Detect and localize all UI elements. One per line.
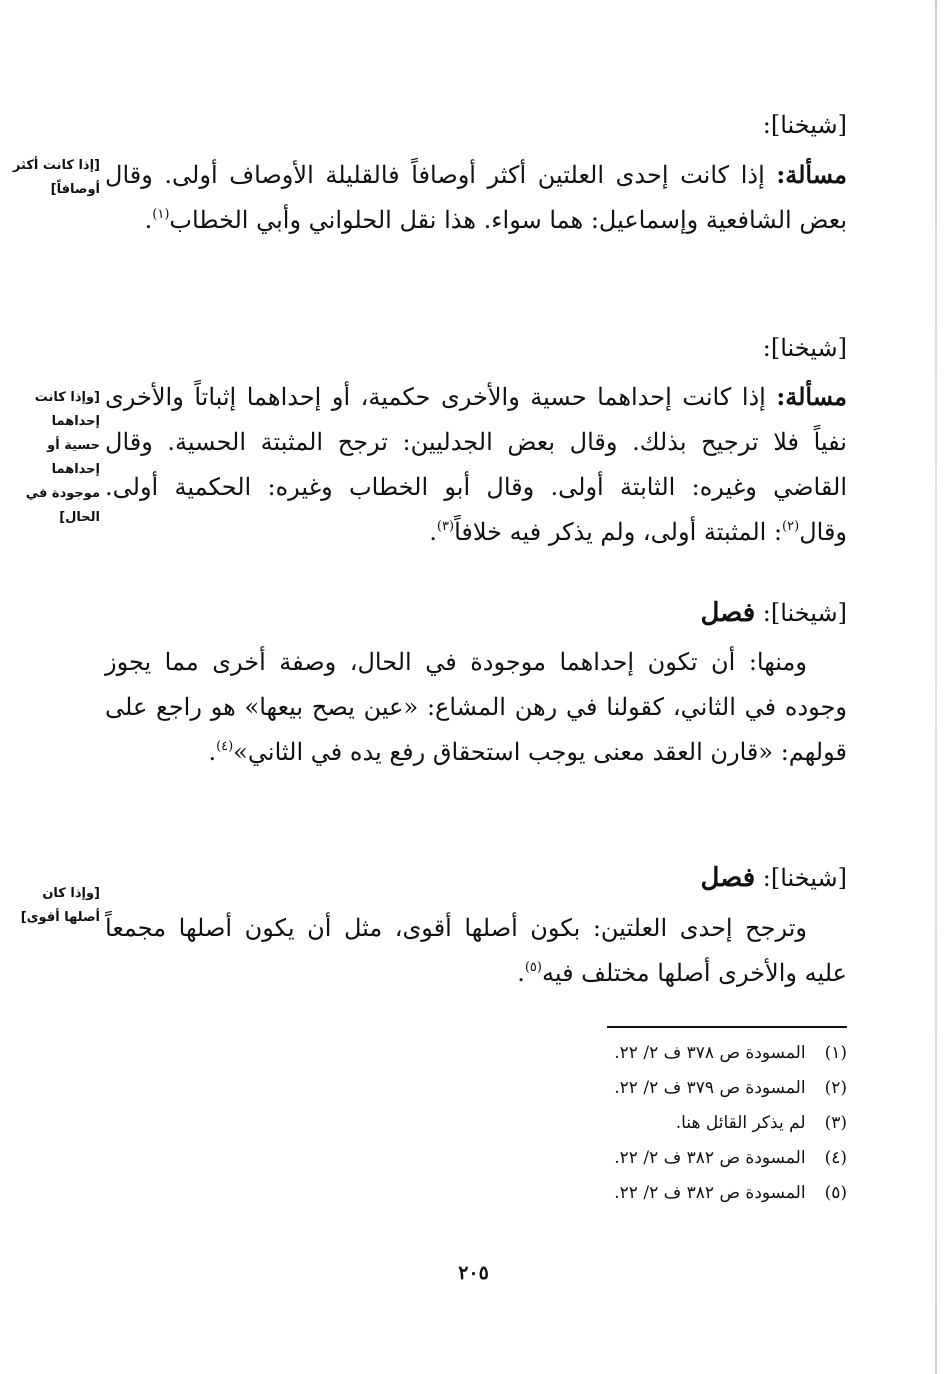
heading-label: [شيخنا]: [762, 334, 847, 362]
margin-note-1: [إذا كانت أكثر أوصافاً] [12, 158, 100, 197]
footnote-ref[interactable]: (٢) [782, 519, 800, 534]
footnote-item [347, 1071, 847, 1106]
heading-label: [شيخنا]: [762, 864, 847, 892]
fasl-title: فصل [700, 598, 756, 628]
section-4-paragraph [105, 906, 847, 996]
section-3-paragraph [105, 640, 847, 775]
footnote-ref[interactable]: (٣) [436, 519, 455, 534]
paragraph-text-part1: إذا كانت إحداهما حسية والأخرى حكمية، أو إحداهما إثباتاً والأخرى نفياً فلا ترجيح بذلك. وقال بعض الجدليين: ترجح المثبتة الحسية. وقال القاضي وغيره: الثابتة أولى. وقال أبو الخطاب وغيره: الحكمية أولى. وقال [105, 383, 847, 546]
footnote-separator [607, 1026, 847, 1028]
masala-lead: مسألة: [776, 382, 847, 411]
sentence-end: . [208, 738, 217, 766]
paragraph-text: وترجح إحدى العلتين: بكون أصلها أقوى، مثل أن يكون أصلها مجمعاً عليه والأخرى أصلها مختلف فيه [105, 914, 847, 987]
section-3-heading [97, 598, 847, 628]
margin-note-4: [وإذا كان أصلها أقوى] [20, 886, 100, 925]
paragraph-text: إذا كانت إحدى العلتين أكثر أوصافاً فالقليلة الأوصاف أولى. وقال بعض الشافعية وإسماعيل: هما سواء. هذا نقل الحلواني وأبي الخطاب [105, 161, 847, 234]
footnotes-list [347, 1036, 847, 1211]
heading-label: [شيخنا]: [762, 111, 847, 139]
footnote-ref[interactable]: (٥) [524, 960, 542, 975]
section-2-heading [97, 333, 847, 363]
footnote-text: المسودة ص ٣٨٢ ف ٢/ ٢٢. [614, 1183, 806, 1203]
footnote-number: (٣) [824, 1113, 847, 1133]
footnote-number: (٢) [824, 1078, 847, 1098]
paragraph-text-part2: : المثبتة أولى، ولم يذكر فيه خلافاً [454, 518, 783, 546]
footnote-number: (٥) [824, 1183, 847, 1203]
footnote-text: المسودة ص ٣٧٨ ف ٢/ ٢٢. [614, 1043, 806, 1063]
footnote-item [347, 1141, 847, 1176]
sentence-end: . [144, 206, 153, 234]
fasl-title: فصل [700, 863, 756, 893]
paragraph-text: ومنها: أن تكون إحداهما موجودة في الحال، وصفة أخرى مما يجوز وجوده في الثاني، كقولنا في رهن المشاع: «عين يصح بيعها» هو راجع على قولهم: «قارن العقد معنى يوجب استحقاق رفع يده في الثاني» [105, 648, 847, 766]
footnote-item [347, 1176, 847, 1211]
section-4-heading [97, 863, 847, 893]
margin-note-2: [وإذا كانت إحداهما حسية أو إحداهما موجودة في الحال] [25, 390, 100, 525]
page-number: ٢٠٥ [458, 1262, 489, 1284]
sentence-end: . [429, 518, 437, 546]
footnote-ref[interactable]: (١) [152, 207, 170, 222]
footnote-item [347, 1036, 847, 1071]
sentence-end: . [517, 959, 525, 987]
section-1-paragraph [105, 152, 847, 243]
footnote-ref[interactable]: (٤) [216, 739, 234, 754]
section-1-heading [97, 110, 847, 140]
masala-lead: مسألة: [776, 160, 847, 189]
footnote-number: (٤) [824, 1148, 847, 1168]
footnote-text: المسودة ص ٣٧٩ ف ٢/ ٢٢. [614, 1078, 806, 1098]
heading-label: [شيخنا]: [762, 599, 847, 627]
footnote-item [347, 1106, 847, 1141]
scan-edge-line [935, 0, 937, 1374]
footnote-text: لم يذكر القائل هنا. [675, 1113, 806, 1133]
footnote-text: المسودة ص ٣٨٢ ف ٢/ ٢٢. [614, 1148, 806, 1168]
footnote-number: (١) [824, 1043, 847, 1063]
section-2-paragraph [105, 374, 847, 555]
